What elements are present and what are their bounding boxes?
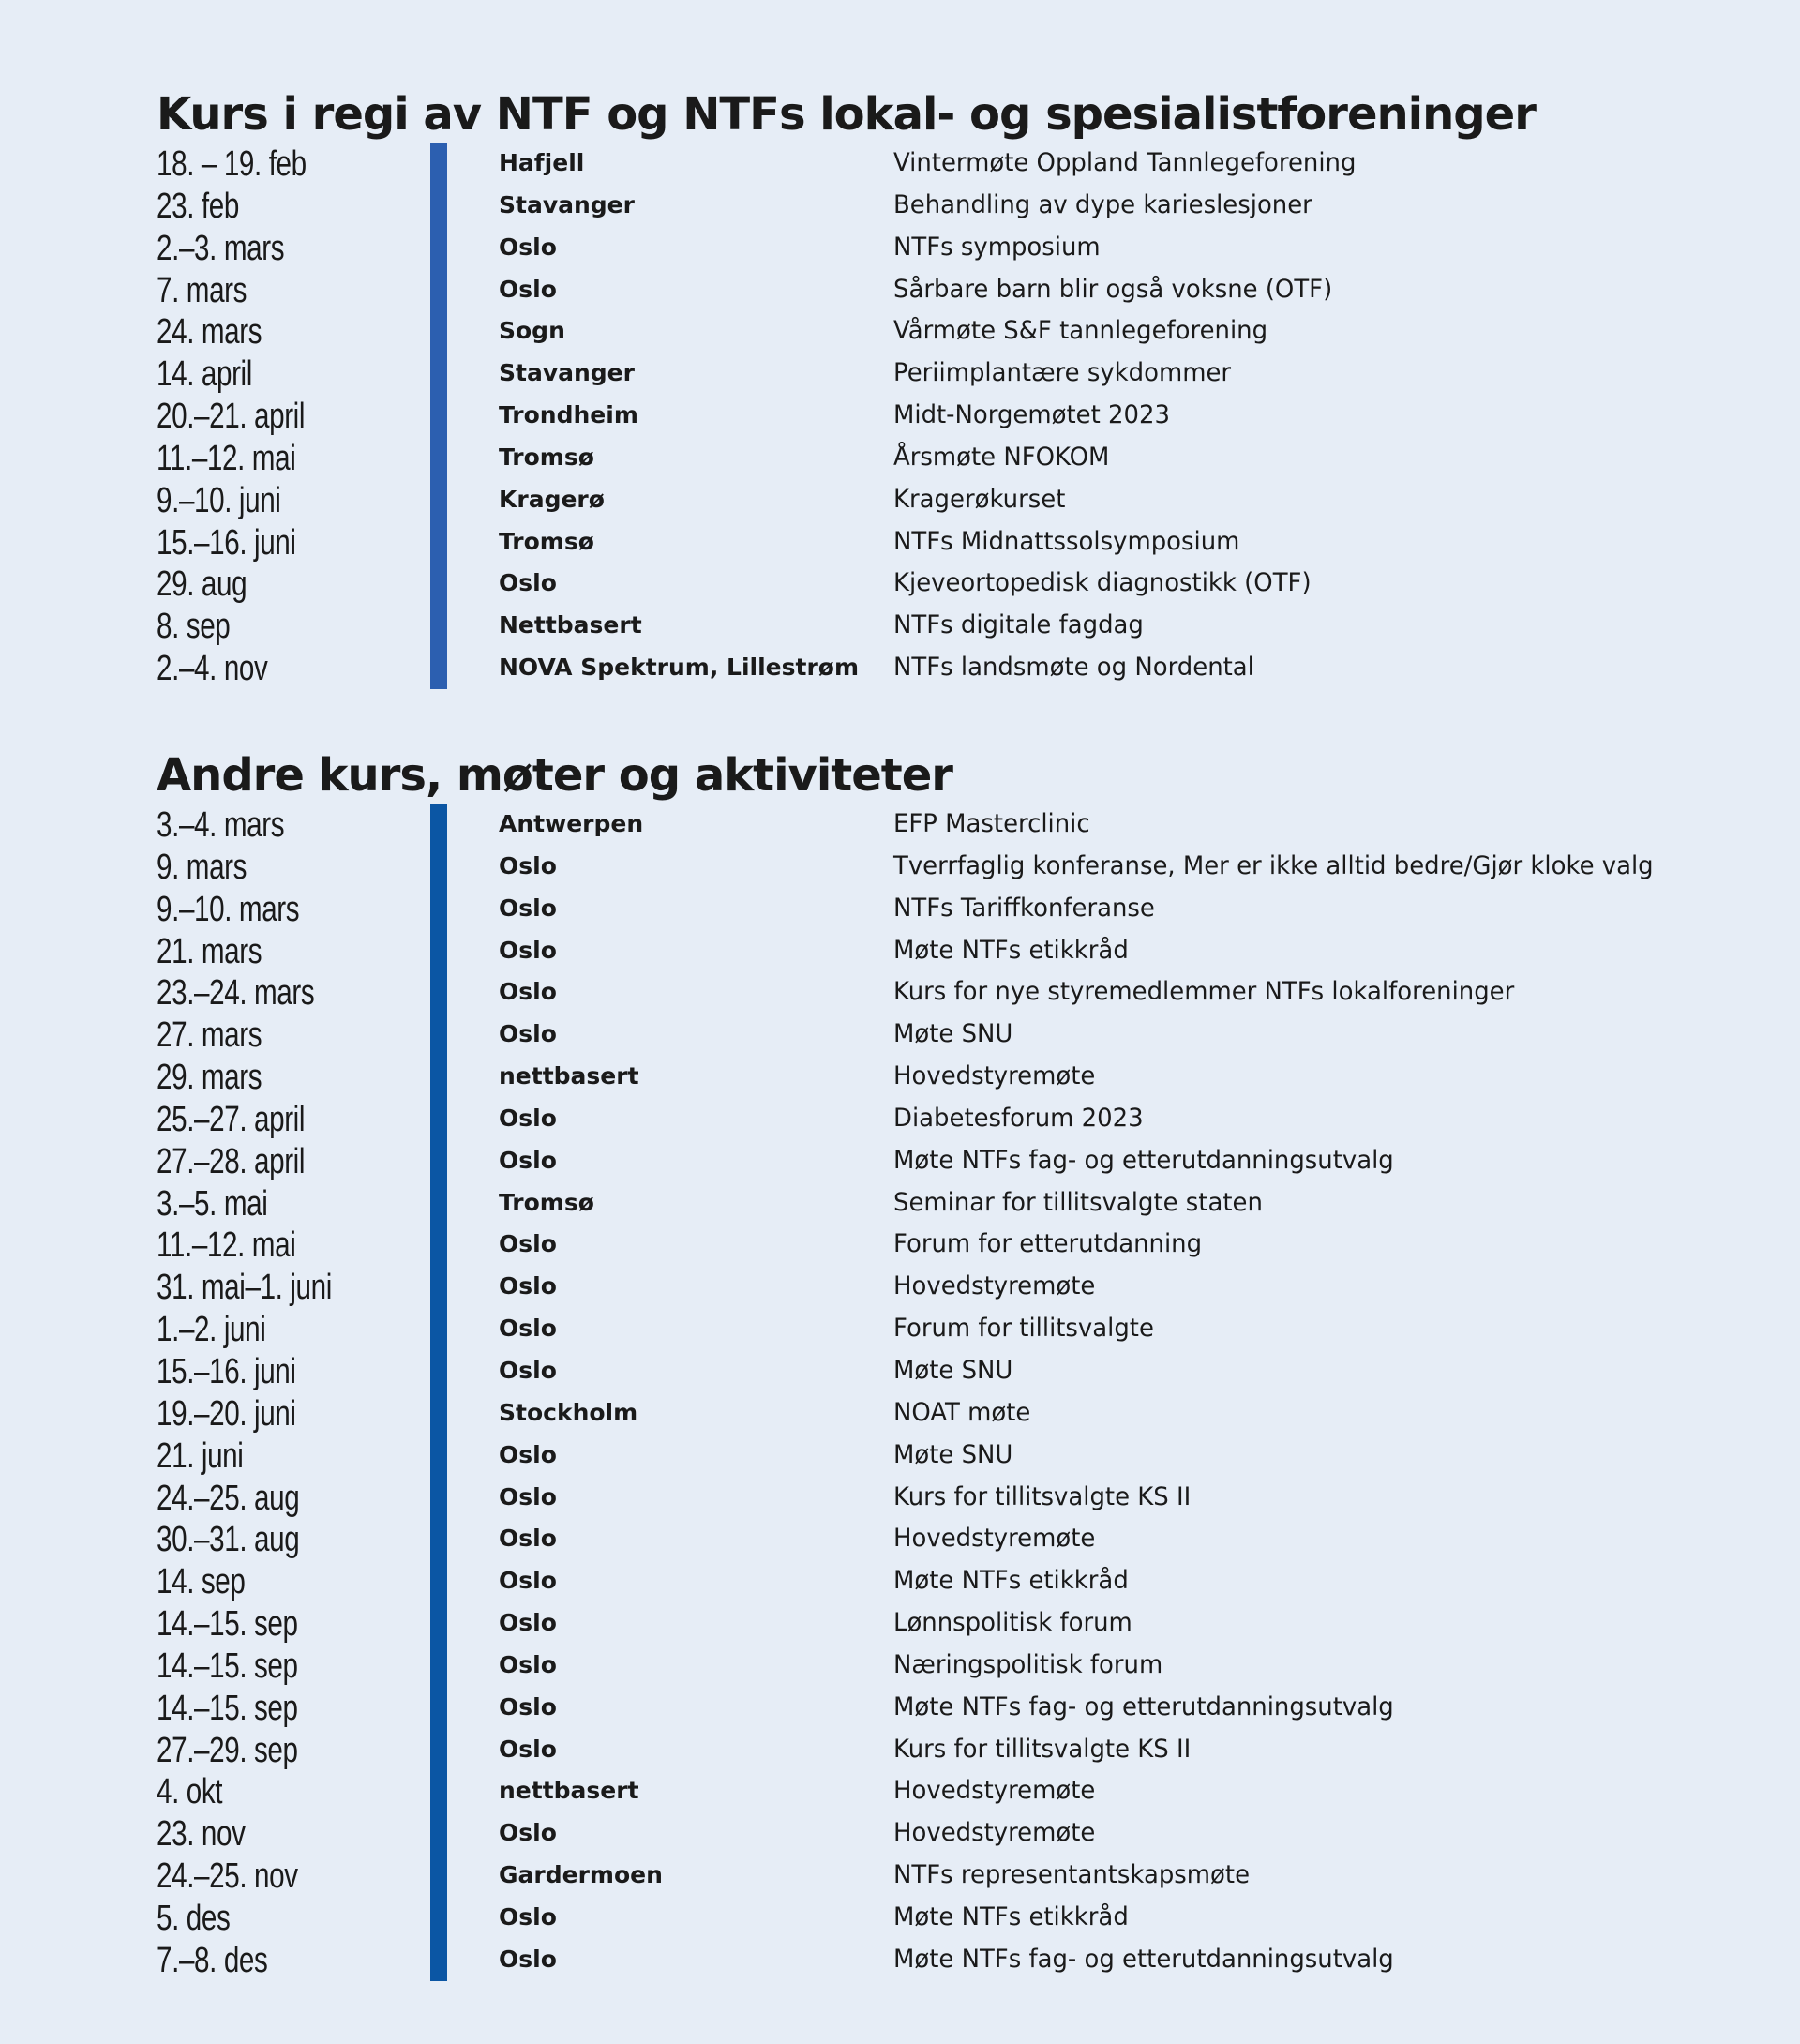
event-title: Kurs for tillitsvalgte KS II xyxy=(893,1481,1192,1511)
list-item xyxy=(157,227,1769,269)
event-location: Oslo xyxy=(499,1356,557,1384)
event-title: Årsmøte NFOKOM xyxy=(893,442,1110,472)
event-title: Hovedstyremøte xyxy=(893,1271,1096,1301)
event-title: Vintermøte Oppland Tannlegeforening xyxy=(893,148,1357,177)
event-date: 24. mars xyxy=(157,312,262,353)
event-date: 8. sep xyxy=(157,607,231,647)
event-location: Oslo xyxy=(499,1650,557,1678)
list-item xyxy=(157,437,1769,479)
section-title: Andre kurs, møter og aktiviteter xyxy=(157,749,952,802)
event-date: 15.–16. juni xyxy=(157,522,296,563)
list-item xyxy=(157,804,1769,846)
event-date: 14.–15. sep xyxy=(157,1688,298,1728)
list-item xyxy=(157,888,1769,930)
event-location: Trondheim xyxy=(499,401,638,429)
event-location: Oslo xyxy=(499,1104,557,1132)
event-location: Oslo xyxy=(499,1567,557,1595)
event-location: Stavanger xyxy=(499,359,635,387)
event-date: 23. feb xyxy=(157,186,239,226)
event-location: Oslo xyxy=(499,1819,557,1847)
event-location: Stavanger xyxy=(499,190,635,218)
event-date: 29. mars xyxy=(157,1058,262,1098)
event-date: 9. mars xyxy=(157,847,248,887)
event-title: Møte SNU xyxy=(893,1439,1013,1469)
event-date: 20.–21. april xyxy=(157,397,306,437)
list-item xyxy=(157,1518,1769,1560)
event-location: Oslo xyxy=(499,1020,557,1048)
event-date: 27.–28. april xyxy=(157,1141,306,1181)
event-title: Kurs for nye styremedlemmer NTFs lokalforeninger xyxy=(893,977,1515,1007)
event-location: Oslo xyxy=(499,1272,557,1300)
event-location: Oslo xyxy=(499,894,557,922)
event-title: Lønnspolitisk forum xyxy=(893,1608,1132,1638)
event-title: Vårmøte S&F tannlegeforening xyxy=(893,316,1268,346)
event-title: Næringspolitisk forum xyxy=(893,1649,1163,1679)
event-location: Tromsø xyxy=(499,443,594,471)
event-location: Oslo xyxy=(499,1146,557,1174)
event-title: Forum for etterutdanning xyxy=(893,1229,1203,1259)
event-date: 21. mars xyxy=(157,931,262,971)
list-item xyxy=(157,521,1769,564)
event-date: 25.–27. april xyxy=(157,1099,306,1139)
event-location: Oslo xyxy=(499,569,557,597)
event-location: NOVA Spektrum, Lillestrøm xyxy=(499,654,859,682)
event-date: 14. april xyxy=(157,354,252,395)
event-title: Møte NTFs fag- og etterutdanningsutvalg xyxy=(893,1944,1394,1974)
list-item xyxy=(157,605,1769,647)
list-item xyxy=(157,1560,1769,1602)
event-title: Tverrfaglig konferanse, Mer er ikke alltid bedre/Gjør kloke valg xyxy=(893,850,1654,880)
event-title: Kragerøkurset xyxy=(893,484,1066,514)
event-location: Oslo xyxy=(499,851,557,879)
event-title: Møte NTFs fag- og etterutdanningsutvalg xyxy=(893,1691,1394,1721)
event-date: 2.–4. nov xyxy=(157,649,268,689)
list-item xyxy=(157,647,1769,689)
event-title: NTFs Tariffkonferanse xyxy=(893,893,1155,923)
list-item xyxy=(157,1939,1769,1981)
event-title: Møte NTFs etikkråd xyxy=(893,1901,1129,1931)
list-item xyxy=(157,1602,1769,1645)
list-item xyxy=(157,310,1769,353)
course-list xyxy=(157,143,1769,689)
event-location: Oslo xyxy=(499,978,557,1006)
list-item xyxy=(157,1014,1769,1056)
event-title: Kjeveortopedisk diagnostikk (OTF) xyxy=(893,568,1312,598)
list-item xyxy=(157,563,1769,605)
list-item xyxy=(157,846,1769,888)
list-item xyxy=(157,1729,1769,1771)
event-location: Sogn xyxy=(499,317,565,345)
event-date: 11.–12. mai xyxy=(157,438,296,478)
event-location: Oslo xyxy=(499,1902,557,1931)
list-item xyxy=(157,479,1769,521)
event-date: 5. des xyxy=(157,1898,231,1938)
event-date: 21. juni xyxy=(157,1435,244,1476)
event-title: NTFs landsmøte og Nordental xyxy=(893,653,1254,683)
event-date: 30.–31. aug xyxy=(157,1520,300,1560)
event-date: 1.–2. juni xyxy=(157,1310,266,1350)
event-location: Stockholm xyxy=(499,1398,638,1426)
list-item xyxy=(157,395,1769,437)
list-item xyxy=(157,1435,1769,1477)
list-item xyxy=(157,269,1769,311)
event-location: Kragerø xyxy=(499,485,605,513)
event-title: Periimplantære sykdommer xyxy=(893,358,1232,388)
event-date: 31. mai–1. juni xyxy=(157,1268,332,1308)
list-item xyxy=(157,1770,1769,1812)
list-item xyxy=(157,1266,1769,1308)
event-date: 23.–24. mars xyxy=(157,973,315,1014)
event-title: NTFs representantskapsmøte xyxy=(893,1860,1251,1890)
event-location: Gardermoen xyxy=(499,1861,663,1889)
event-title: Møte SNU xyxy=(893,1355,1013,1385)
event-date: 27.–29. sep xyxy=(157,1730,298,1770)
event-title: NTFs digitale fagdag xyxy=(893,610,1144,640)
event-title: Møte NTFs fag- og etterutdanningsutvalg xyxy=(893,1145,1394,1175)
event-title: Seminar for tillitsvalgte staten xyxy=(893,1187,1263,1217)
list-item xyxy=(157,143,1769,185)
list-item xyxy=(157,1098,1769,1140)
event-title: Møte NTFs etikkråd xyxy=(893,1566,1129,1596)
list-item xyxy=(157,971,1769,1014)
event-location: Oslo xyxy=(499,1230,557,1258)
list-item xyxy=(157,930,1769,972)
list-item xyxy=(157,1645,1769,1687)
event-date: 14.–15. sep xyxy=(157,1646,298,1686)
event-location: Oslo xyxy=(499,1440,557,1468)
event-date: 4. okt xyxy=(157,1772,223,1812)
list-item xyxy=(157,1308,1769,1350)
event-date: 23. nov xyxy=(157,1814,246,1855)
activity-list xyxy=(157,804,1769,1981)
event-title: Hovedstyremøte xyxy=(893,1524,1096,1554)
list-item xyxy=(157,1477,1769,1519)
event-title: Midt-Norgemøtet 2023 xyxy=(893,400,1170,430)
event-location: Oslo xyxy=(499,233,557,261)
list-item xyxy=(157,353,1769,395)
event-title: Møte SNU xyxy=(893,1019,1013,1049)
event-location: Oslo xyxy=(499,1735,557,1763)
event-location: nettbasert xyxy=(499,1777,639,1805)
list-item xyxy=(157,1224,1769,1266)
list-item xyxy=(157,1687,1769,1729)
event-date: 7. mars xyxy=(157,270,248,310)
event-location: Oslo xyxy=(499,1315,557,1343)
event-title: Hovedstyremøte xyxy=(893,1061,1096,1091)
event-title: Hovedstyremøte xyxy=(893,1818,1096,1848)
event-date: 7.–8. des xyxy=(157,1940,268,1980)
section-title: Kurs i regi av NTF og NTFs lokal- og spesialistforeninger xyxy=(157,88,1536,141)
event-date: 3.–4. mars xyxy=(157,805,285,845)
event-date: 19.–20. juni xyxy=(157,1393,296,1434)
list-item xyxy=(157,1392,1769,1435)
event-date: 3.–5. mai xyxy=(157,1183,268,1224)
event-date: 15.–16. juni xyxy=(157,1351,296,1391)
event-date: 11.–12. mai xyxy=(157,1225,296,1266)
event-title: Sårbare barn blir også voksne (OTF) xyxy=(893,274,1333,304)
event-title: Diabetesforum 2023 xyxy=(893,1103,1144,1133)
list-item xyxy=(157,1140,1769,1182)
event-title: EFP Masterclinic xyxy=(893,809,1090,838)
event-title: Hovedstyremøte xyxy=(893,1776,1096,1806)
event-date: 24.–25. nov xyxy=(157,1856,298,1897)
event-title: Kurs for tillitsvalgte KS II xyxy=(893,1734,1192,1764)
event-date: 14. sep xyxy=(157,1562,246,1602)
event-title: Møte NTFs etikkråd xyxy=(893,935,1129,965)
list-item xyxy=(157,1812,1769,1855)
event-title: NTFs Midnattssolsymposium xyxy=(893,526,1240,556)
event-location: Oslo xyxy=(499,275,557,303)
event-date: 29. aug xyxy=(157,564,248,605)
event-title: NTFs symposium xyxy=(893,232,1101,262)
event-location: Tromsø xyxy=(499,527,594,555)
list-item xyxy=(157,185,1769,227)
event-date: 14.–15. sep xyxy=(157,1604,298,1645)
list-item xyxy=(157,1182,1769,1225)
event-location: Oslo xyxy=(499,1945,557,1973)
section-ntf-courses xyxy=(157,86,1769,689)
event-location: Hafjell xyxy=(499,149,585,176)
event-location: Nettbasert xyxy=(499,611,642,639)
section-other-activities xyxy=(157,747,1769,1981)
event-date: 24.–25. aug xyxy=(157,1478,300,1518)
event-date: 2.–3. mars xyxy=(157,228,285,268)
list-item xyxy=(157,1897,1769,1939)
event-date: 18. – 19. feb xyxy=(157,144,307,184)
event-location: Oslo xyxy=(499,1482,557,1510)
event-date: 9.–10. mars xyxy=(157,889,300,929)
event-location: Tromsø xyxy=(499,1188,594,1216)
event-location: nettbasert xyxy=(499,1062,639,1090)
list-item xyxy=(157,1056,1769,1098)
list-item xyxy=(157,1350,1769,1392)
event-date: 9.–10. juni xyxy=(157,480,281,520)
event-location: Oslo xyxy=(499,936,557,964)
event-title: Behandling av dype karieslesjoner xyxy=(893,189,1312,219)
event-date: 27. mars xyxy=(157,1015,262,1056)
list-item xyxy=(157,1855,1769,1897)
event-location: Oslo xyxy=(499,1525,557,1553)
event-location: Oslo xyxy=(499,1609,557,1637)
event-title: NOAT møte xyxy=(893,1397,1031,1427)
event-location: Oslo xyxy=(499,1692,557,1721)
event-title: Forum for tillitsvalgte xyxy=(893,1314,1154,1344)
event-location: Antwerpen xyxy=(499,810,644,837)
